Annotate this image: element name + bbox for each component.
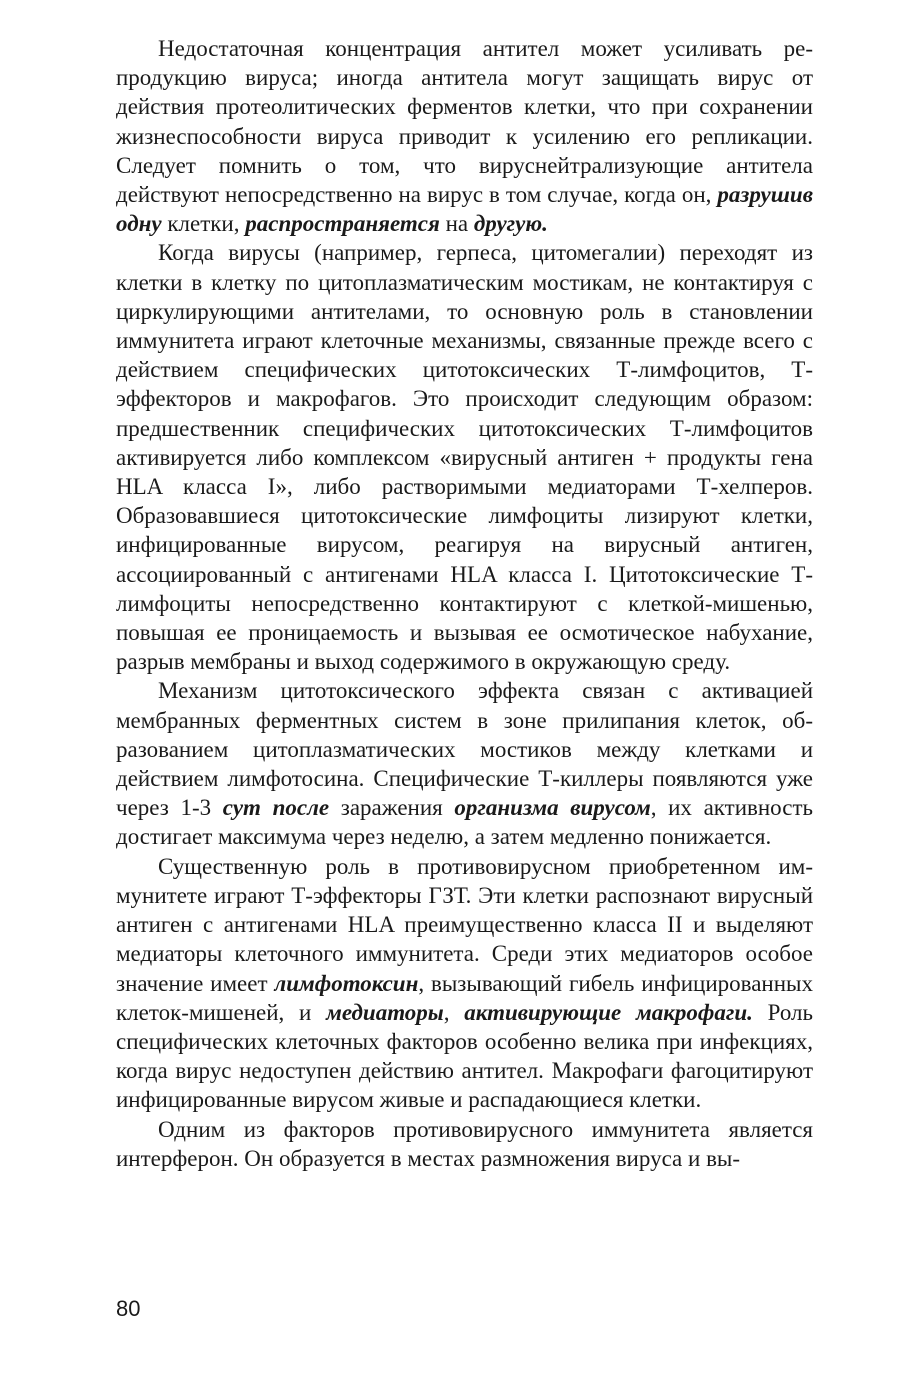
emphasized-text: медиаторы (326, 999, 444, 1025)
emphasized-text: распространяется (245, 211, 440, 237)
paragraph (116, 238, 813, 676)
text-run: клетки, (161, 211, 246, 237)
text-run: заражения (329, 795, 455, 821)
emphasized-text: сут после (222, 795, 330, 821)
text-run: Одним из факторов противовирусного иммунитета является интерферон. Он образуется в местах размножения вируса и вы- (116, 1116, 813, 1171)
paragraph (116, 852, 813, 1115)
text-run: Когда вирусы (например, герпеса, цитомегалии) переходят из клетки в клетку по цитоплазматическим мостикам, не контактируя с циркулирующими антителами, то основную роль в становлении иммунитета играют клеточные механизмы, связанные прежде всего с действием специфических цитотоксических Т-лимфоцитов, Т-эффекторов и макрофагов. Это происходит следующим образом: предшественник специфических цитотоксических Т-лимфоцитов активируется либо комплексом «вирусный антиген + продукты гена HLA класса I», либо растворимыми медиаторами Т-хелперов. Образовавшиеся цитотоксические лимфоциты лизируют клетки, инфицированные вирусом, реагируя на вирусный антиген, ассоциированный с антигенами HLA класса I. Цитотоксические Т-лимфоциты непосредственно контактируют с клеткой-мишенью, повышая ее проницаемость и вызывая ее осмотическое набухание, разрыв мембраны и выход содержимого в окружающую среду. (116, 240, 813, 675)
paragraph (116, 34, 813, 238)
emphasized-text: активирующие макрофаги. (464, 999, 753, 1025)
paragraph (116, 1115, 813, 1173)
text-run: Механизм цитотоксического эффекта связан с активацией мембранных ферментных систем в зоне прилипания клеток, образованием цитоплазматических мостиков между клетками и действием лимфотосина. Специфические Т-киллеры появляются уже через 1-3 (116, 678, 813, 821)
page-body (116, 34, 813, 1173)
text-run: , (443, 999, 465, 1025)
text-run: , их активность достигает максимума через неделю, а затем медленно понижается. (116, 795, 813, 850)
page-number: 80 (116, 1296, 141, 1321)
text-run: Существенную роль в противовирусном приобретенном иммунитете играют Т-эффекторы ГЗТ. Эти клетки распознают вирусный антиген с антигенами HLA преимущественно класса II и выделяют медиаторы клеточного иммунитета. Среди этих медиаторов особое значение имеет (116, 853, 813, 996)
emphasized-text: разрушив одну (116, 182, 813, 237)
text-run: , вызывающий гибель инфицированных клеток-мишеней, и (116, 970, 813, 1025)
paragraph (116, 676, 813, 851)
emphasized-text: лимфотоксин (274, 970, 419, 996)
emphasized-text: другую. (473, 211, 548, 237)
text-run: Роль специфических клеточных факторов особенно велика при инфекциях, когда вирус недоступен действию антител. Макрофаги фагоцитируют инфицированные вирусом живые и распадающиеся клетки. (116, 999, 814, 1113)
text-run: на (439, 211, 474, 237)
text-run: Недостаточная концентрация антител может усиливать репродукцию вируса; иногда антитела могут защищать вирус от действия протеолитических ферментов клетки, что при сохранении жизнеспособности вируса приводит к усилению его репликации. Следует помнить о том, что вируснейтрализующие антитела действуют непосредственно на вирус в том случае, когда он, (116, 36, 813, 208)
emphasized-text: организма вирусом (454, 795, 651, 821)
text-block (116, 34, 813, 1173)
